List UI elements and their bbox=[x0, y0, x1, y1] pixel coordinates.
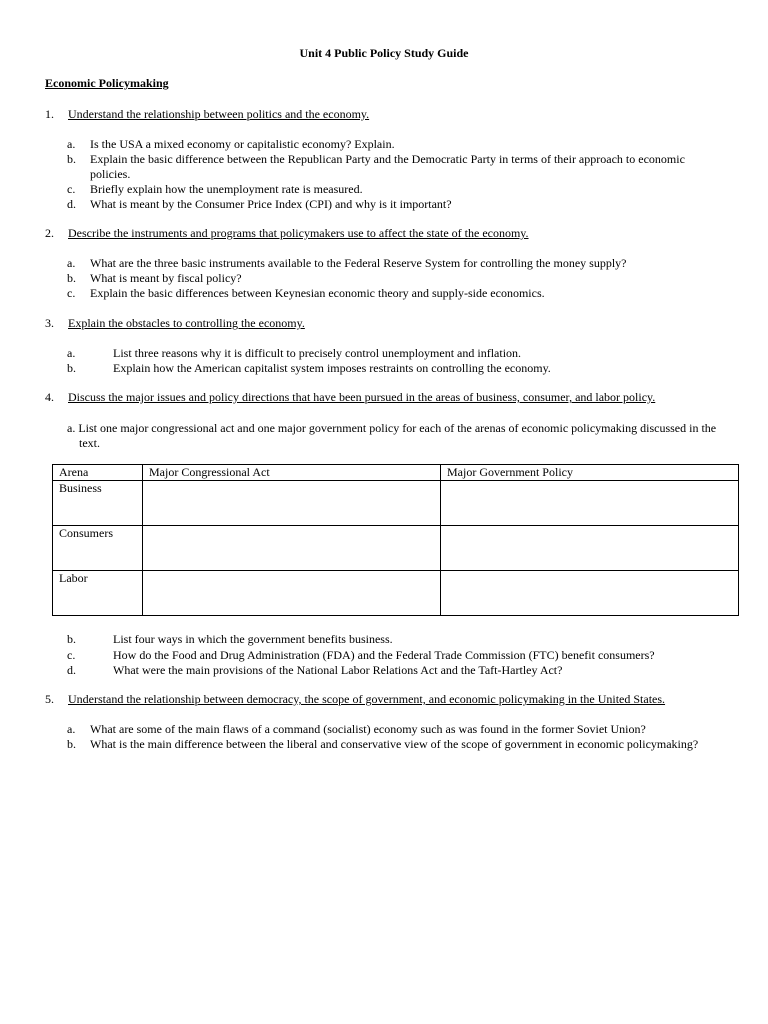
item-text: Explain the basic difference between the Republican Party and the Democratic Party in terms of their approach to economic policies. bbox=[90, 152, 685, 181]
table-row bbox=[53, 481, 739, 526]
item-text: What are the three basic instruments available to the Federal Reserve System for controlling the money supply? bbox=[90, 256, 627, 270]
item-letter: b. bbox=[67, 632, 76, 646]
table-row bbox=[53, 526, 739, 571]
item-letter: d. bbox=[67, 197, 76, 211]
congressional-act-cell[interactable] bbox=[143, 571, 441, 616]
item-text: Is the USA a mixed economy or capitalistic economy? Explain. bbox=[90, 137, 395, 151]
item-letter: b. bbox=[67, 737, 76, 751]
item-text: Explain the basic differences between Keynesian economic theory and supply-side economics. bbox=[90, 286, 545, 300]
item-text: What are some of the main flaws of a command (socialist) economy such as was found in the former Soviet Union? bbox=[90, 722, 646, 736]
congressional-act-cell[interactable] bbox=[143, 526, 441, 571]
question-number: 4. bbox=[45, 390, 54, 404]
item-text: What were the main provisions of the National Labor Relations Act and the Taft-Hartley Act? bbox=[113, 663, 563, 677]
item-text: What is the main difference between the liberal and conservative view of the scope of government in economic policymaking? bbox=[90, 737, 699, 751]
table-header-row bbox=[53, 465, 739, 481]
item-letter: a. bbox=[67, 722, 76, 736]
question-number: 2. bbox=[45, 226, 54, 240]
item-letter: a. bbox=[67, 346, 76, 360]
item-text: List three reasons why it is difficult to precisely control unemployment and inflation. bbox=[113, 346, 522, 360]
question-text: Understand the relationship between politics and the economy. bbox=[68, 107, 370, 121]
item-letter: a. bbox=[67, 256, 76, 270]
arena-cell: Labor bbox=[53, 571, 143, 616]
table-header-cell: Arena bbox=[53, 465, 143, 481]
item-text: List four ways in which the government benefits business. bbox=[113, 632, 393, 646]
item-letter: a. bbox=[67, 137, 76, 151]
table-row bbox=[53, 571, 739, 616]
arena-cell: Consumers bbox=[53, 526, 143, 571]
question-text: Understand the relationship between democracy, the scope of government, and economic policymaking in the United States. bbox=[68, 692, 666, 706]
item-text: What is meant by the Consumer Price Index (CPI) and why is it important? bbox=[90, 197, 452, 211]
question-number: 1. bbox=[45, 107, 54, 121]
government-policy-cell[interactable] bbox=[441, 526, 739, 571]
item-text: How do the Food and Drug Administration (FDA) and the Federal Trade Commission (FTC) benefit consumers? bbox=[113, 648, 655, 662]
item-text: Briefly explain how the unemployment rate is measured. bbox=[90, 182, 363, 196]
question-number: 5. bbox=[45, 692, 54, 706]
section-heading: Economic Policymaking bbox=[45, 76, 169, 90]
page-title: Unit 4 Public Policy Study Guide bbox=[299, 46, 469, 60]
item-letter: c. bbox=[67, 182, 76, 196]
question-4-item-a: a. List one major congressional act and one major government policy for each of the arenas of economic policymaking discussed in the text. bbox=[67, 421, 717, 450]
question-number: 3. bbox=[45, 316, 54, 330]
item-letter: b. bbox=[67, 361, 76, 375]
question-text: Explain the obstacles to controlling the economy. bbox=[68, 316, 305, 330]
question-text: Describe the instruments and programs that policymakers use to affect the state of the economy. bbox=[68, 226, 529, 240]
congressional-act-cell[interactable] bbox=[143, 481, 441, 526]
item-letter: b. bbox=[67, 152, 76, 166]
government-policy-cell[interactable] bbox=[441, 571, 739, 616]
table-header-cell: Major Government Policy bbox=[441, 465, 739, 481]
item-letter: c. bbox=[67, 286, 76, 300]
item-text: What is meant by fiscal policy? bbox=[90, 271, 242, 285]
government-policy-cell[interactable] bbox=[441, 481, 739, 526]
arena-cell: Business bbox=[53, 481, 143, 526]
question-text: Discuss the major issues and policy directions that have been pursued in the areas of business, consumer, and labor policy. bbox=[68, 390, 656, 404]
item-letter: b. bbox=[67, 271, 76, 285]
arena-table bbox=[52, 464, 739, 616]
table-header-cell: Major Congressional Act bbox=[143, 465, 441, 481]
item-letter: d. bbox=[67, 663, 76, 677]
item-text: Explain how the American capitalist system imposes restraints on controlling the economy. bbox=[113, 361, 551, 375]
item-letter: c. bbox=[67, 648, 76, 662]
